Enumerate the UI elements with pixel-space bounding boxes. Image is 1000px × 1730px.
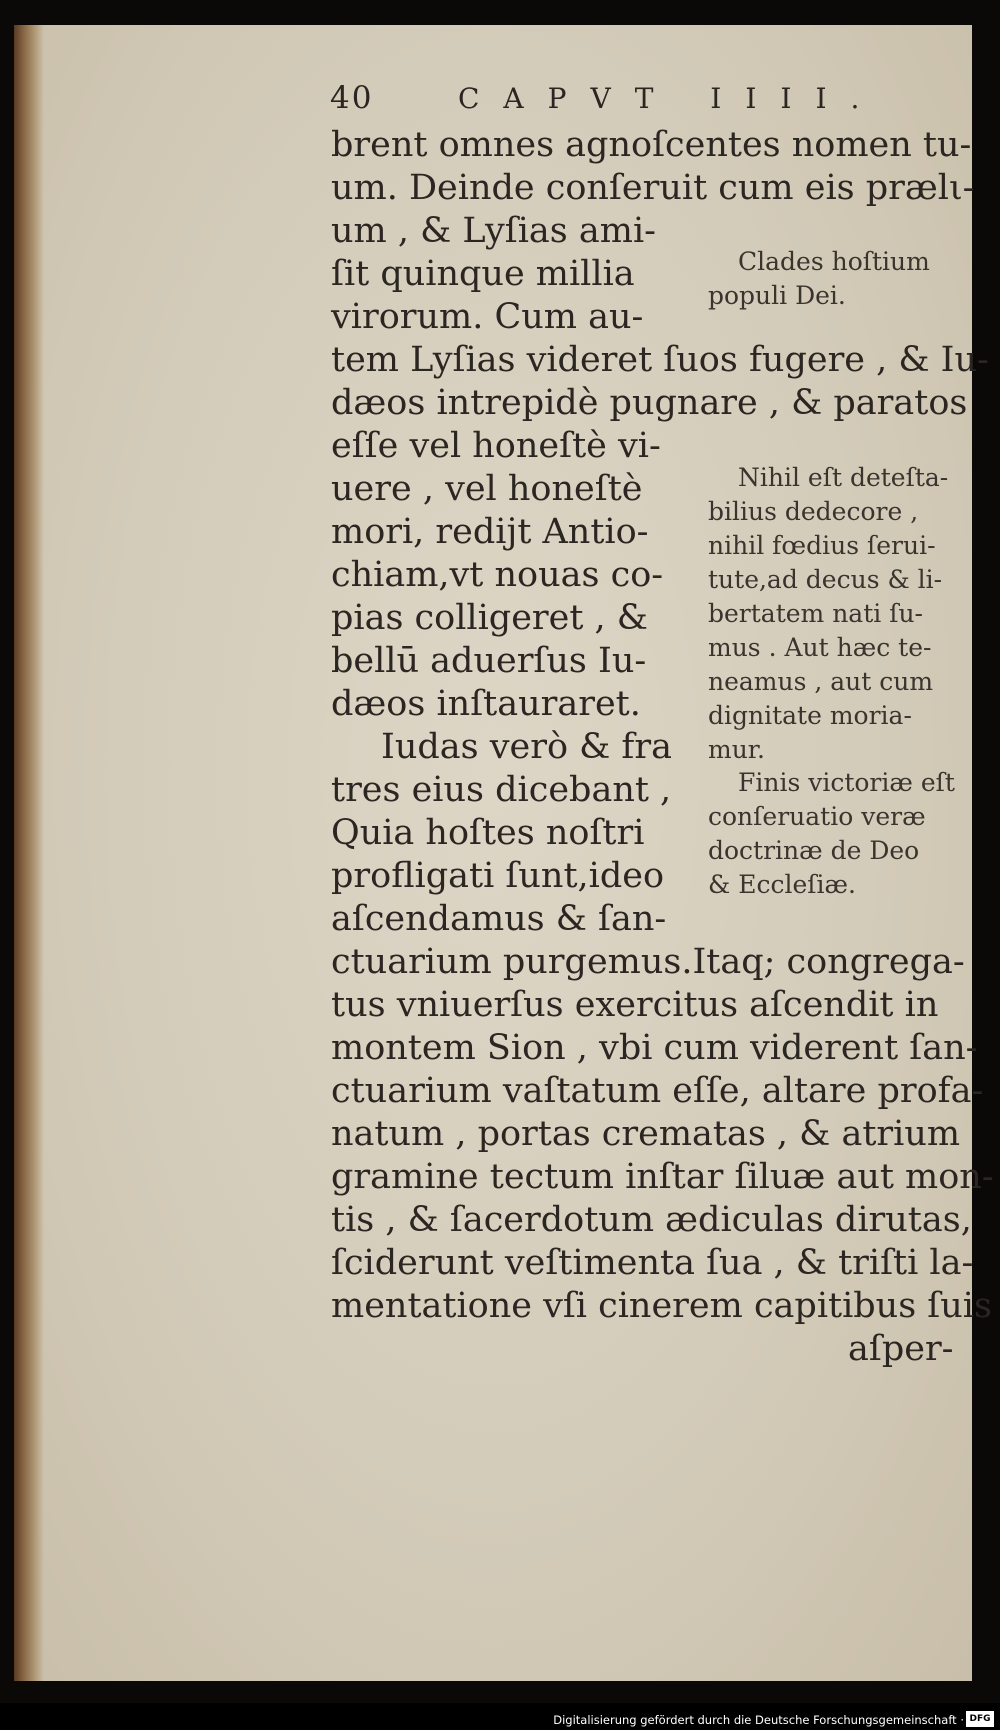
- catchword: aſper-: [848, 1329, 954, 1369]
- text-line: bellū aduerſus Iu-: [331, 641, 647, 681]
- text-line: um , & Lyſias ami-: [331, 211, 656, 251]
- marginal-note-line: Nihil eſt deteſta-: [738, 463, 949, 492]
- text-line: ſit quinque millia: [331, 254, 635, 294]
- text-line: montem Sion , vbi cum viderent ſan-: [331, 1028, 978, 1068]
- text-line: gramine tectum inſtar ſiluæ aut mon-: [331, 1157, 994, 1197]
- text-line: pias colligeret , &: [331, 598, 648, 638]
- text-line: natum , portas crematas , & atrium: [331, 1114, 961, 1154]
- marginal-note-line: dignitate moria-: [708, 701, 912, 730]
- text-line: ctuarium vaſtatum eſſe, altare profa-: [331, 1071, 984, 1111]
- page-binding-edge: [14, 25, 44, 1681]
- text-line: ctuarium purgemus.Itaq; congrega-: [331, 942, 965, 982]
- running-title: CAPVT IIII.: [458, 82, 884, 115]
- marginal-note-line: conſeruatio veræ: [708, 802, 926, 831]
- text-line: ſciderunt veſtimenta ſua , & triſti la-: [331, 1243, 974, 1283]
- marginal-note-line: mus . Aut hæc te-: [708, 633, 932, 662]
- marginal-note-line: neamus , aut cum: [708, 667, 934, 696]
- text-line: brent omnes agnoſcentes nomen tu-: [331, 125, 972, 165]
- marginal-note-line: nihil fœdius ſerui-: [708, 531, 936, 560]
- text-line: tus vniuerſus exercitus aſcendit in: [331, 985, 939, 1025]
- text-line: eſſe vel honeſtè vi-: [331, 426, 661, 466]
- marginal-note-line: Clades hoſtium: [738, 247, 930, 276]
- text-line: tis , & ſacerdotum ædiculas dirutas,: [331, 1200, 972, 1240]
- text-line: mori, redijt Antio-: [331, 512, 649, 552]
- text-line: tres eius dicebant ,: [331, 770, 672, 810]
- footer-credit: Digitalisierung gefördert durch die Deutsche Forschungsgemeinschaft ·: [553, 1713, 964, 1727]
- text-line: mentatione vſi cinerem capitibus ſuis: [331, 1286, 992, 1326]
- text-line: dæos intrepidè pugnare , & paratos: [331, 383, 968, 423]
- marginal-note-line: tute,ad decus & li-: [708, 565, 943, 594]
- text-line: Iudas verò & fra: [381, 727, 672, 767]
- dfg-logo: DFG: [966, 1711, 994, 1727]
- marginal-note-line: bilius dedecore ,: [708, 497, 919, 526]
- text-line: chiam,vt nouas co-: [331, 555, 664, 595]
- text-line: uere , vel honeſtè: [331, 469, 643, 509]
- marginal-note-line: bertatem nati ſu-: [708, 599, 923, 628]
- marginal-note-line: populi Dei.: [708, 281, 846, 310]
- text-line: tem Lyſias videret ſuos fugere , & Iu-: [331, 340, 989, 380]
- text-line: um. Deinde conſeruit cum eis prælι-: [331, 168, 975, 208]
- text-line: virorum. Cum au-: [331, 297, 644, 337]
- text-line: dæos inſtauraret.: [331, 684, 641, 724]
- marginal-note-line: mur.: [708, 735, 765, 764]
- marginal-note-line: doctrinæ de Deo: [708, 836, 920, 865]
- marginal-note-line: & Eccleſiæ.: [708, 870, 856, 899]
- text-line: Quia hoſtes noſtri: [331, 813, 645, 853]
- text-line: aſcendamus & ſan-: [331, 899, 667, 939]
- text-line: profligati ſunt,ideo: [331, 856, 665, 896]
- page-number: 40: [330, 80, 374, 116]
- marginal-note-line: Finis victoriæ eſt: [738, 768, 955, 797]
